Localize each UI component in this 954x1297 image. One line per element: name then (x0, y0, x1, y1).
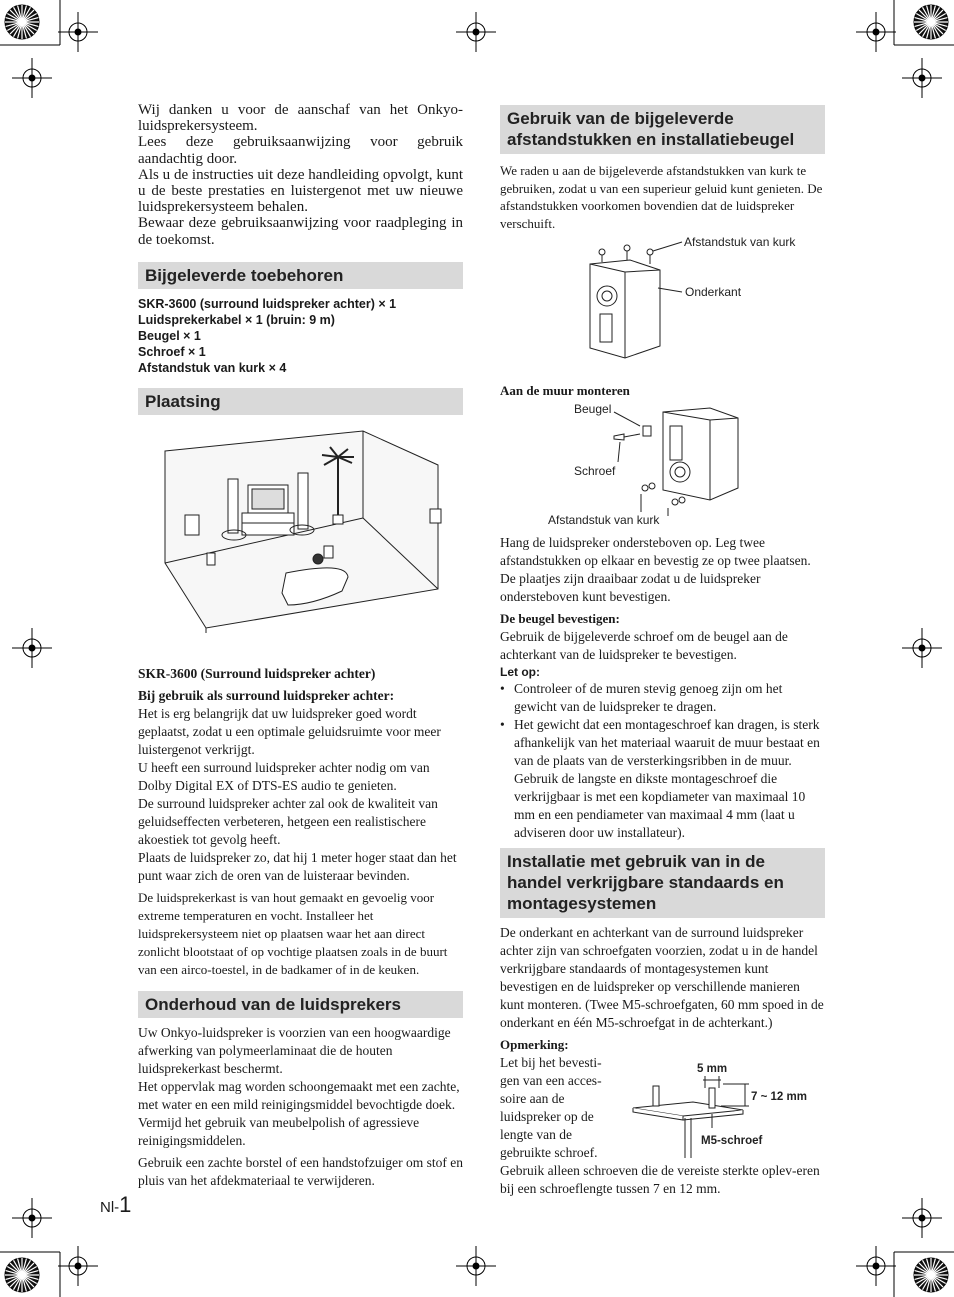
room-illustration (138, 423, 463, 653)
note-line: gebruikte schroef. (500, 1145, 598, 1160)
wall-text: Hang de luidspreker ondersteboven op. Leg twee afstandstukken op elkaar en bevestig ze op twee plaatsen. De plaatjes zijn draaibaar zodat u de luidspreker ondersteboven kunt bevestigen. (500, 535, 811, 604)
label-5mm: 5 mm (697, 1063, 728, 1075)
note-end: Gebruik alleen schroeven die de vereiste sterkte oplev-eren bij een schroeflengte tussen 7 en 12 mm. (500, 1163, 820, 1196)
page-number (100, 1192, 131, 1218)
label-spacer: Afstandstuk van kurk (684, 236, 796, 249)
maintenance-paragraph: Het oppervlak mag worden schoongemaakt met een zachte, met water en een mild reinigingsmiddel bevochtigde doek. Vermijd het gebruik van meubelpolish of agressieve reinigingsmiddelen. (138, 1078, 460, 1148)
placement-caption: SKR-3600 (Surround luidspreker achter) (138, 665, 376, 681)
label-bracket: Beugel (574, 402, 612, 416)
intro-line: Bewaar deze gebruiksaanwijzing voor raadpleging in de toekomst. (138, 215, 463, 248)
letop-label: Let op: (500, 665, 540, 679)
note-line: lengte van de (500, 1127, 572, 1142)
list-item: • Controleer of de muren stevig genoeg zijn om het gewicht van de luidspreker te dragen. (514, 680, 825, 716)
note-heading: Opmerking: (500, 1037, 569, 1052)
wall-heading: Aan de muur monteren (500, 383, 630, 398)
label-screw-range: 7 ~ 12 mm (751, 1091, 807, 1103)
intro-line: Lees deze gebruiksaanwijzing voor gebruik aandachtig door. (138, 134, 463, 167)
screw-figure (625, 1054, 825, 1159)
accessory-item: Schroef × 1 (138, 344, 206, 359)
placement-paragraph: Het is erg belangrijk dat uw luidspreker goed wordt geplaatst, zodat u een optimale geluidsruimte voor meer luistergenot verkrijgt. (138, 705, 441, 757)
intro-text (138, 102, 463, 248)
maintenance-paragraph: Uw Onkyo-luidspreker is voorzien van een hoogwaardige afwerking van polymeerlaminaat die de houten luidsprekerkast beschermt. (138, 1024, 451, 1076)
accessory-item: Beugel × 1 (138, 328, 201, 343)
maintenance-heading: Onderhoud van de luidsprekers (138, 991, 463, 1018)
accessories-heading: Bijgeleverde toebehoren (138, 262, 463, 289)
placement-heading: Plaatsing (138, 388, 463, 415)
wall-mount-figure (500, 402, 825, 534)
placement-note: De luidsprekerkast is van hout gemaakt en gevoelig voor extreme temperaturen en vocht. Installeer het luidsprekersysteem niet op plaatsen waar het aan direct zonlicht blootstaat of op vochtige plaatsen zoals in de buurt van een airco-toestel, in de badkamer of in de keuken. (138, 889, 448, 977)
bracket-heading: De beugel bevestigen: (500, 611, 620, 626)
installation-heading: Installatie met gebruik van in de handel verkrijgbare standaards en montagesystemen (500, 848, 825, 918)
spacers-heading: Gebruik van de bijgeleverde afstandstukken en installatiebeugel (500, 105, 825, 154)
note-line: gen van een acces- (500, 1073, 602, 1088)
note-line: luidspreker op de (500, 1109, 594, 1124)
placement-paragraph: Plaats de luidspreker zo, dat hij 1 meter hoger staat dan het punt waar zich de oren van de luisteraar bevinden. (138, 849, 457, 883)
page-prefix: Nl- (100, 1199, 120, 1216)
installation-text: De onderkant en achterkant van de surround luidspreker achter zijn van schroefgaten voorzien, zodat u in de handel verkrijgbare standaards of montagesystemen kunt bevestigen en de luidspreker op verschillende manieren kunt monteren. (Twee M5-schroefgaten, 60 mm spoed in de onderkant en één M5-schroefgat in de achterkant.) (500, 925, 824, 1030)
placement-subheading: Bij gebruik als surround luidspreker achter: (138, 687, 395, 703)
accessory-item: Afstandstuk van kurk × 4 (138, 360, 287, 375)
accessory-item: Luidsprekerkabel × 1 (bruin: 9 m) (138, 312, 335, 327)
page-number-value: 1 (119, 1192, 132, 1217)
note-line: soire aan de (500, 1091, 565, 1106)
label-cork-spacer: Afstandstuk van kurk (548, 513, 660, 527)
label-bottom: Onderkant (685, 285, 742, 299)
maintenance-note: Gebruik een zachte borstel of een handstofzuiger om stof en pluis van het afdekmateriaal te verwijderen. (138, 1154, 464, 1188)
label-m5-screw: M5-schroef (701, 1135, 763, 1147)
accessories-list (138, 296, 463, 376)
warning-list (500, 680, 825, 842)
bracket-text: Gebruik de bijgeleverde schroef om de beugel aan de achterkant van de luidspreker te bevestigen. (500, 629, 788, 662)
list-item: • Het gewicht dat een montageschroef kan dragen, is sterk afhankelijk van het materiaal waaruit de muur bestaat en van de plaats van de versterkingsribben in de muur. Gebruik de langste en dikste montageschroef die verkrijgbaar is met een kopdiameter van maximaal 10 mm en een pendiameter van maximaal 4 mm (laat u adviseren door uw installateur). (514, 716, 825, 842)
speaker-bottom-figure (500, 236, 825, 364)
intro-line: Wij danken u voor de aanschaf van het Onkyo-luidsprekersysteem. (138, 102, 463, 135)
note-block (500, 1054, 825, 1162)
spacers-intro: We raden u aan de bijgeleverde afstandstukken van kurk te gebruiken, zodat u van een superieur geluid kunt genieten. De afstandstukken voorkomen bovendien dat de luidspreker verschuift. (500, 163, 823, 231)
label-screw: Schroef (574, 464, 616, 478)
placement-paragraph: De surround luidspreker achter zal ook de kwaliteit van geluidseffecten verbeteren, hetgeen een realistischere akoestiek tot gevolg heeft. (138, 795, 438, 847)
placement-paragraph: U heeft een surround luidspreker achter nodig om van Dolby Digital EX of DTS-ES audio te genieten. (138, 759, 430, 793)
intro-line: Als u de instructies uit deze handleiding opvolgt, kunt u de beste prestaties en luistergenot met uw nieuwe luidsprekersysteem behalen. (138, 166, 463, 216)
note-line: Let bij het bevesti- (500, 1055, 602, 1070)
accessory-item: SKR-3600 (surround luidspreker achter) × 1 (138, 296, 397, 311)
